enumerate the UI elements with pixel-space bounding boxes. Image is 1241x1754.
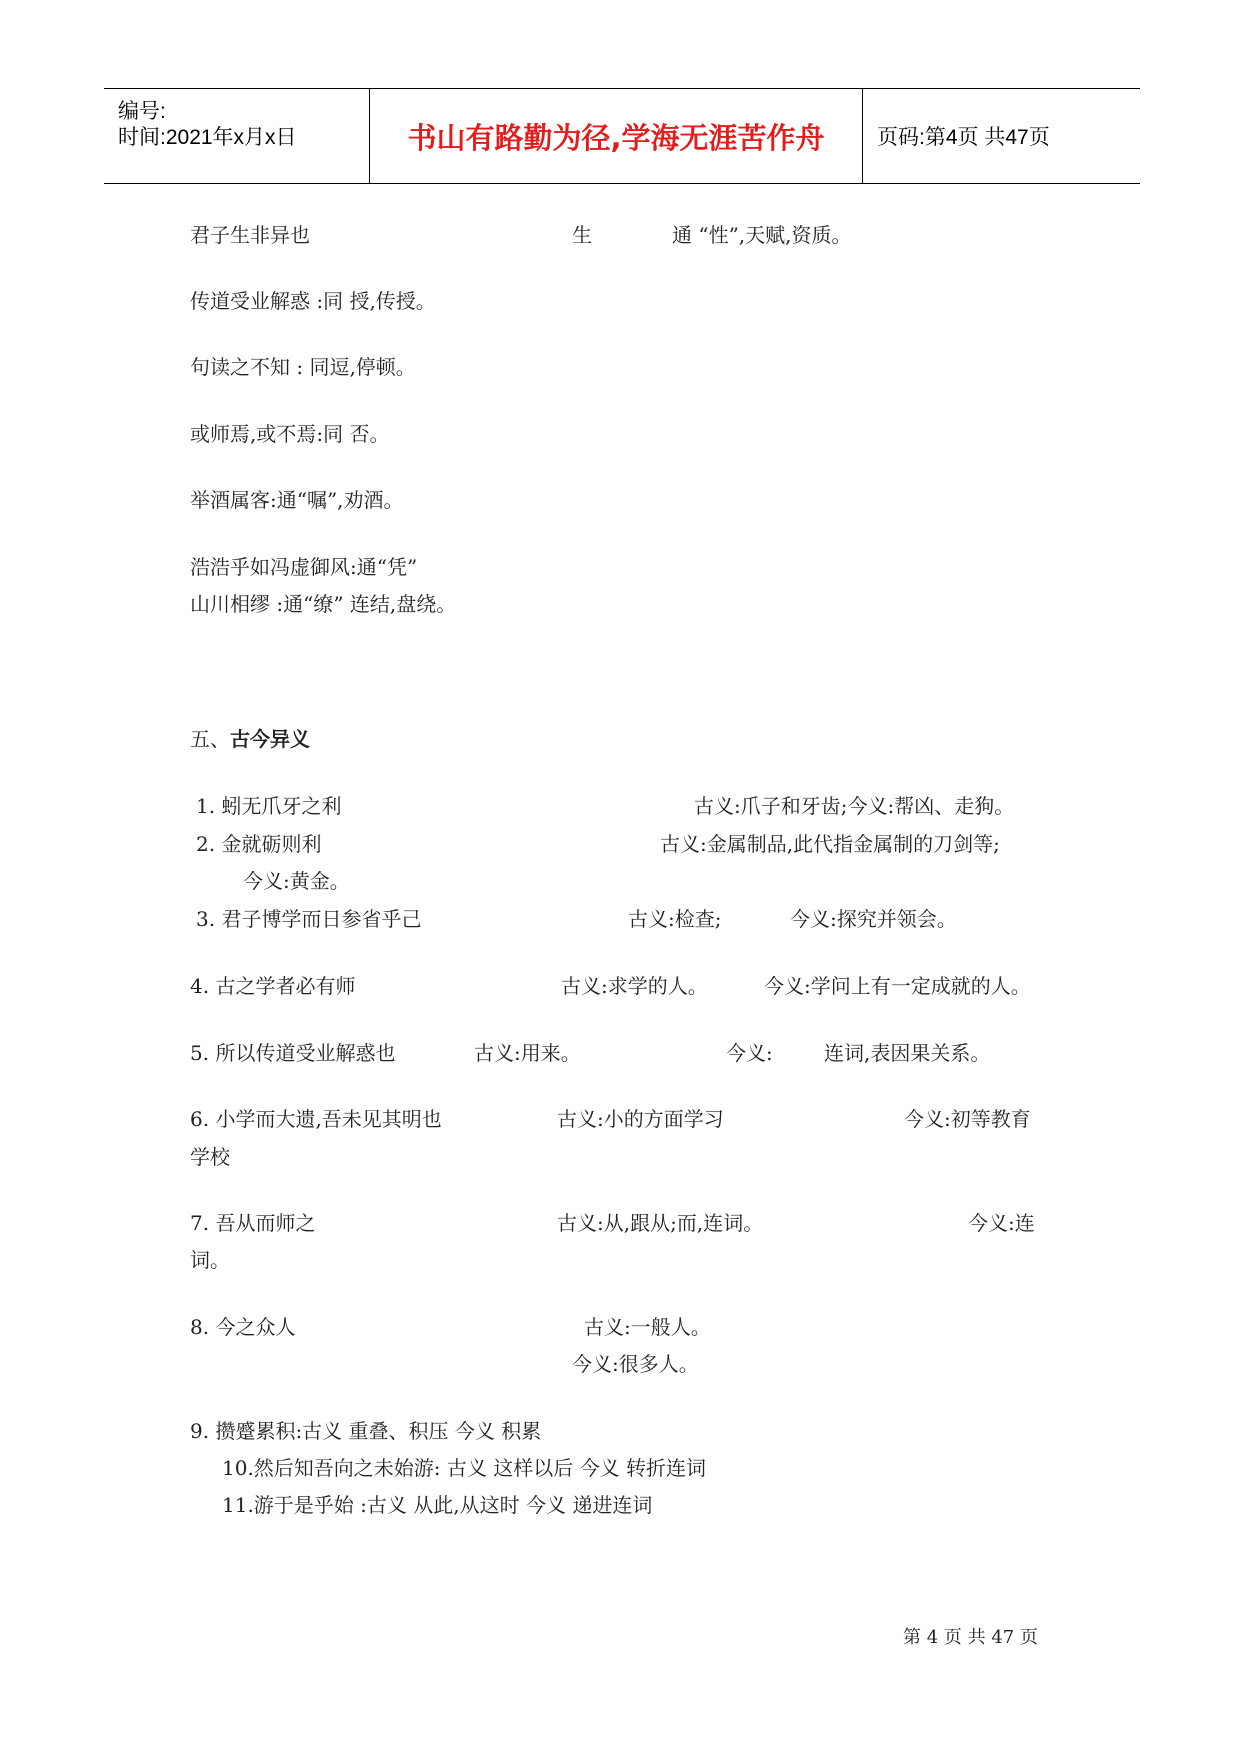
gujin-item-7-phrase: 7. 吾从而师之 [190, 1211, 316, 1235]
tongjia-item-2: 传道受业解惑 :同 授,传授。 [190, 289, 436, 313]
gujin-item-5-ancient: 古义:用来。 [474, 1041, 581, 1065]
gujin-item-6-modern-cont: 学校 [190, 1145, 230, 1169]
gujin-item-6-phrase: 6. 小学而大遗,吾未见其明也 [190, 1107, 442, 1131]
gujin-item-7-ancient: 古义:从,跟从;而,连词。 [557, 1211, 764, 1235]
tongjia-item-6: 浩浩乎如冯虚御风:通“凭” [190, 555, 418, 579]
page-header [104, 88, 1140, 184]
page-footer: 第 4 页 共 47 页 [903, 1627, 1038, 1648]
gujin-item-2-ancient: 古义:金属制品,此代指金属制的刀剑等; [660, 832, 1000, 856]
header-slogan: 书山有路勤为径,学海无涯苦作舟 [370, 89, 863, 183]
doc-time-label: 时间:2021年x月x日 [118, 126, 297, 149]
header-page-info: 页码:第4页 共47页 [877, 126, 1050, 149]
gujin-item-3-phrase: 3. 君子博学而日参省乎己 [196, 907, 422, 931]
gujin-item-4-ancient: 古义:求学的人。 [561, 974, 708, 998]
tongjia-item-5: 举酒属客:通“嘱”,劝酒。 [190, 488, 404, 512]
gujin-item-3-ancient: 古义:检查; [628, 907, 722, 931]
gujin-item-1-phrase: 1. 蚓无爪牙之利 [196, 794, 342, 818]
gujin-item-11: 11.游于是乎始 :古义 从此,从这时 今义 递进连词 [222, 1493, 653, 1517]
doc-number-label: 编号: [118, 100, 166, 123]
gujin-item-8-phrase: 8. 今之众人 [190, 1315, 296, 1339]
gujin-item-2-phrase: 2. 金就砺则利 [196, 832, 322, 856]
gujin-item-5-phrase: 5. 所以传道受业解惑也 [190, 1041, 396, 1065]
section-prefix: 五、 [190, 727, 230, 751]
tongjia-item-1-meaning: 通 “性”,天赋,资质。 [672, 223, 852, 247]
gujin-item-8-modern: 今义:很多人。 [572, 1352, 699, 1376]
header-meta [104, 89, 370, 183]
gujin-item-10: 10.然后知吾向之未始游: 古义 这样以后 今义 转折连词 [222, 1456, 706, 1480]
tongjia-item-1-phrase: 君子生非异也 [190, 223, 310, 247]
gujin-item-6-modern: 今义:初等教育 [904, 1107, 1031, 1131]
gujin-item-4-modern: 今义:学问上有一定成就的人。 [764, 974, 1031, 998]
gujin-item-9: 9. 攒蹙累积:古义 重叠、积压 今义 积累 [190, 1419, 542, 1443]
section-title: 古今异义 [230, 727, 310, 751]
section-heading [190, 729, 310, 749]
gujin-item-7-modern: 今义:连 [968, 1211, 1035, 1235]
gujin-item-6-ancient: 古义:小的方面学习 [557, 1107, 724, 1131]
tongjia-item-4: 或师焉,或不焉:同 否。 [190, 422, 390, 446]
gujin-item-3-modern: 今义:探究并领会。 [790, 907, 957, 931]
gujin-item-4-phrase: 4. 古之学者必有师 [190, 974, 356, 998]
tongjia-item-3: 句读之不知 : 同逗,停顿。 [190, 355, 416, 379]
gujin-item-7-modern-cont: 词。 [190, 1248, 230, 1272]
gujin-item-5-modern: 连词,表因果关系。 [824, 1041, 991, 1065]
gujin-item-1-meaning: 古义:爪子和牙齿;今义:帮凶、走狗。 [694, 794, 1015, 818]
gujin-item-8-ancient: 古义:一般人。 [584, 1315, 711, 1339]
gujin-item-2-modern: 今义:黄金。 [243, 869, 350, 893]
tongjia-item-1-char: 生 [572, 223, 592, 247]
gujin-item-5-modern-label: 今义: [726, 1041, 773, 1065]
tongjia-item-7: 山川相缪 :通“缭” 连结,盘绕。 [190, 592, 457, 616]
